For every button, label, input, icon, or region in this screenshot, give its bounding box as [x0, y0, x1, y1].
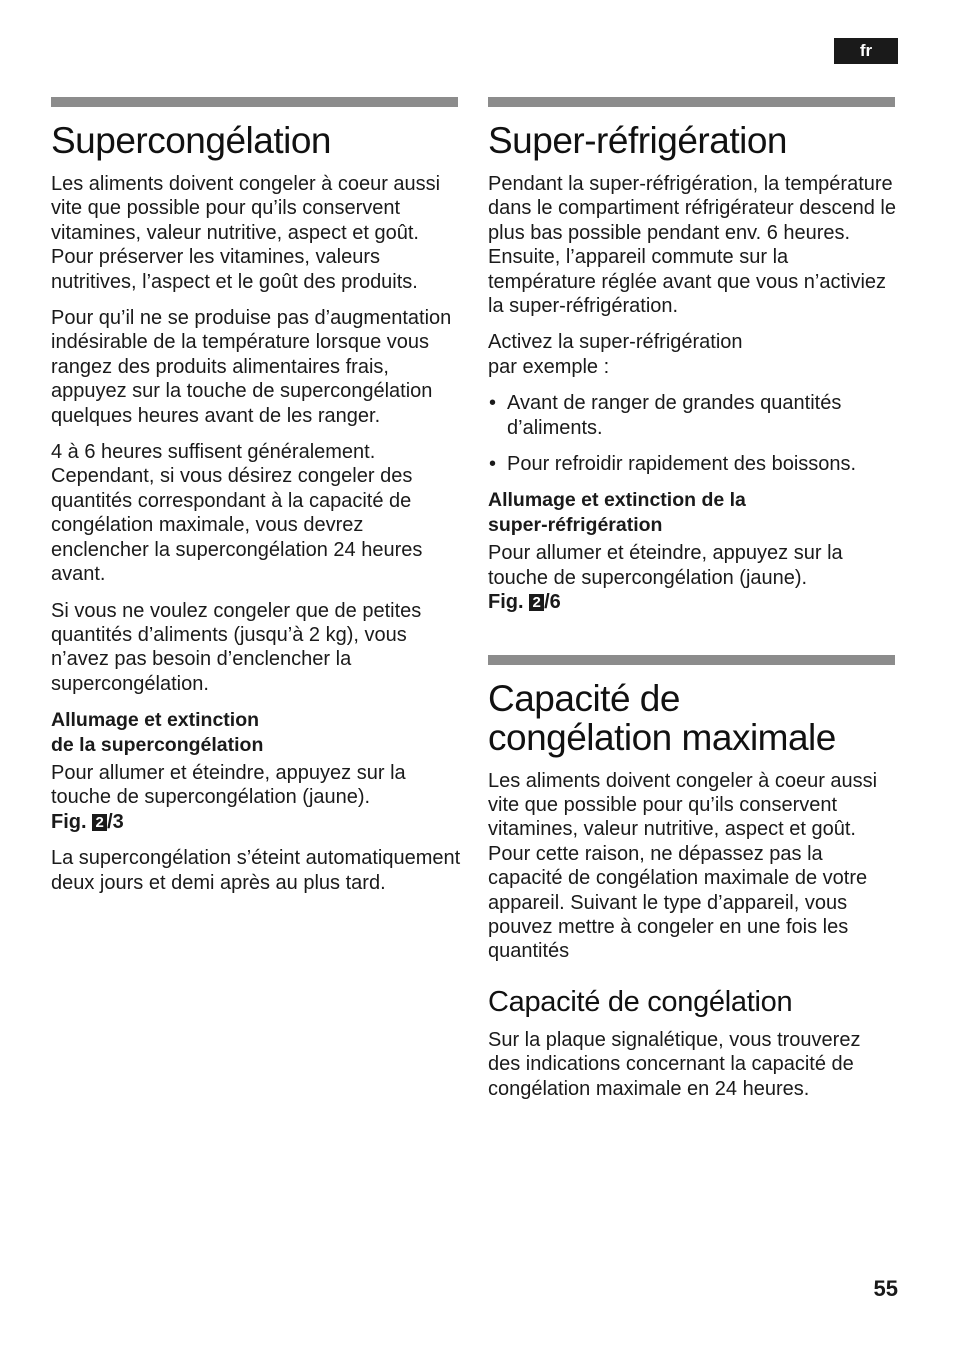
list-item-text: Avant de ranger de grandes quantités d’aliments. — [507, 392, 842, 439]
fig-suffix: /3 — [107, 810, 124, 833]
subheading-line: Allumage et extinction de la — [488, 489, 746, 512]
list-item — [488, 391, 898, 440]
subsection-title: Capacité de congélation — [488, 985, 793, 1018]
bullet: • — [489, 392, 497, 415]
subheading-onoff — [488, 488, 898, 537]
fig-suffix: /6 — [544, 591, 561, 614]
list-item-text: Pour refroidir rapidement des boissons. — [507, 453, 857, 476]
onoff-instructions — [51, 761, 461, 834]
section-title-supercongelation: Supercongélation — [51, 120, 331, 161]
section-capacite — [488, 655, 898, 1101]
list-item — [488, 452, 898, 476]
title-line: Capacité de — [488, 677, 680, 719]
paragraph — [488, 330, 898, 379]
section-rule — [488, 655, 895, 665]
subheading-line: Allumage et extinction — [51, 709, 260, 732]
onoff-text: Pour allumer et éteindre, appuyez sur la touche de supercongélation (jaune). — [488, 542, 843, 589]
onoff-instructions — [488, 541, 898, 614]
subheading-onoff — [51, 708, 461, 757]
section-title-super-refrigeration: Super-réfrigération — [488, 120, 787, 161]
paragraph: Pour qu’il ne se produise pas d’augmentation indésirable de la température lorsque vous rangez des produits alimentaires frais, appuyez sur la touche de supercongélation quelques heures avant de les ranger. — [51, 307, 452, 427]
paragraph: Pendant la super-réfrigération, la température dans le compartiment réfrigérateur descend le plus bas possible pendant env. 6 heures. Ensuite, l’appareil commute sur la température réglée avant que vous n’activiez la super-réfrigération. — [488, 173, 896, 318]
section-rule — [51, 97, 458, 107]
fig-number-box: 2 — [92, 814, 107, 831]
paragraph: 4 à 6 heures suffisent généralement. Cependant, si vous désirez congeler des quantités correspondant à la capacité de congélation maximale, vous devrez enclencher la supercongélation 24 heures avant. — [51, 441, 423, 586]
onoff-text: Pour allumer et éteindre, appuyez sur la touche de supercongélation (jaune). — [51, 761, 406, 809]
section-rule — [488, 97, 895, 107]
subheading-line: super-réfrigération — [488, 513, 663, 536]
language-tab: fr — [834, 38, 898, 64]
paragraph-line: Activez la super-réfrigération — [488, 331, 743, 354]
paragraph: Les aliments doivent congeler à coeur aussi vite que possible pour qu’ils conservent vitamines, valeur nutritive, aspect et goût. Pour préserver les vitamines, valeurs nutritives, l’aspect et le goût des produits. — [51, 173, 441, 293]
figure-reference — [51, 811, 124, 833]
figure-reference — [488, 591, 561, 613]
subheading-line: de la supercongélation — [51, 733, 264, 756]
bullet: • — [489, 453, 497, 476]
paragraph-line: par exemple : — [488, 355, 610, 378]
fig-label: Fig. — [488, 591, 524, 614]
paragraph: Les aliments doivent congeler à coeur aussi vite que possible pour qu’ils conservent vitamines, valeur nutritive, aspect et goût. Pour cette raison, ne dépassez pas la capacité de congélation maximale de votre appareil. Suivant le type d’appareil, vous pouvez mettre à congeler en une fois les quantités — [488, 769, 878, 963]
title-line: congélation maximale — [488, 716, 836, 758]
paragraph: Si vous ne voulez congeler que de petites quantités d’aliments (jusqu’à 2 kg), vous n’avez pas besoin d’enclencher la supercongélation. — [51, 599, 422, 695]
bullet-list — [488, 391, 898, 476]
paragraph: Sur la plaque signalétique, vous trouverez des indications concernant la capacité de congélation maximale en 24 heures. — [488, 1028, 861, 1100]
left-column — [51, 97, 461, 907]
fig-label: Fig. — [51, 810, 87, 833]
right-column — [488, 97, 898, 1113]
fig-number-box: 2 — [529, 594, 544, 611]
page-number: 55 — [873, 1276, 898, 1301]
section-title-capacite — [488, 679, 898, 757]
paragraph: La supercongélation s’éteint automatiquement deux jours et demi après au plus tard. — [51, 847, 461, 894]
